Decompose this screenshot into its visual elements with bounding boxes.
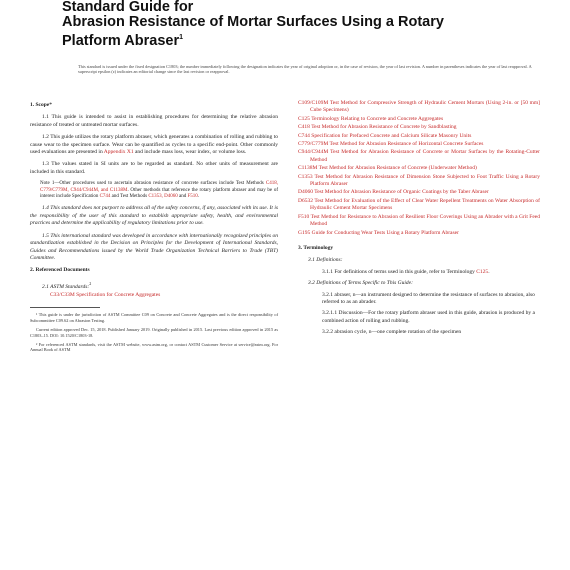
note-1-links-3[interactable]: C1353, D4060: [148, 194, 178, 200]
reference-title[interactable]: Terminology Relating to Concrete and Concrete Aggregates: [309, 115, 444, 122]
para-2-1-footnote-mark: 2: [89, 280, 92, 286]
reference-item: [298, 124, 540, 131]
reference-code[interactable]: D4060: [298, 189, 313, 196]
para-3-2-2: 3.2.2 abrasion cycle, n—one complete rotation of the specimen: [322, 329, 462, 336]
footnote-1: ¹ This guide is under the jurisdiction of ASTM Committee C09 on Concrete and Concrete Aggregates and is the direct responsibility of Subcommittee C09.62 on Abrasion Testing.: [30, 312, 278, 323]
note-1-links-1[interactable]: C418, C779/C779M, C944/C944M, and C1138M: [40, 181, 278, 193]
reference-title[interactable]: Test Method for Abrasion Resistance of Concrete or Mortar Surfaces by the Rotating-Cutter Method: [310, 149, 540, 163]
reference-code[interactable]: C944/C944M: [298, 149, 329, 156]
para-3-1-1: [322, 269, 540, 276]
title-line-2-text: Platform Abraser: [62, 32, 180, 49]
reference-item: [298, 174, 540, 189]
para-3-2: 3.2 Definitions of Terms Specific to This Guide:: [308, 280, 413, 287]
footnote-divider: [30, 307, 100, 308]
appendix-link[interactable]: Appendix X1: [103, 149, 134, 156]
note-1-text-a: Note 1—Other procedures used to ascertain abrasion resistance of concrete surfaces include Test Methods: [40, 181, 266, 187]
reference-title[interactable]: Test Method for Abrasion Resistance of Horizontal Concrete Surfaces: [328, 141, 484, 148]
right-column: [298, 100, 540, 341]
note-1-links-4[interactable]: F510: [187, 194, 198, 200]
reference-code[interactable]: G195: [298, 229, 311, 236]
reference-item: [298, 149, 540, 164]
note-1-links-2[interactable]: C744: [99, 194, 111, 200]
reference-title[interactable]: Test Method for Abrasion Resistance of Organic Coatings by the Taber Abraser: [312, 189, 489, 196]
para-1-4: 1.4 This standard does not purport to address all of the safety concerns, if any, associated with its use. It is the responsibility of the user of this standard to establish appropriate safety, health, and environmental practices and determine the applicability of regulatory limitations prior to use.: [30, 205, 278, 227]
ref-c33: [38, 292, 278, 299]
ref-c33-link[interactable]: C33/C33M: [50, 291, 75, 298]
reference-code[interactable]: C418: [298, 124, 310, 131]
reference-code[interactable]: F510: [298, 213, 310, 220]
left-column: [30, 100, 278, 357]
reference-title[interactable]: Guide for Conducting Wear Tests Using a Rotary Platform Abraser: [310, 229, 459, 236]
title-line-2: [62, 30, 532, 49]
reference-item: [298, 165, 540, 172]
reference-item: [298, 189, 540, 196]
ref-c33-title[interactable]: Specification for Concrete Aggregates: [74, 291, 161, 298]
reference-code[interactable]: C1353: [298, 173, 313, 180]
para-1-2: [30, 134, 278, 156]
para-2-1-text: 2.1 ASTM Standards:: [42, 283, 90, 290]
reference-item: [298, 198, 540, 213]
para-1-5: 1.5 This international standard was developed in accordance with internationally recognized principles on standardization established in the Decision on Principles for the Development of International Standards, Guides and Recommendations issued by the World Trade Organization Technical Barriers to Trade (TBT) Committee.: [30, 232, 278, 261]
reference-code[interactable]: C125: [298, 115, 310, 122]
reference-title[interactable]: Test Method for Evaluation of the Effect of Clear Water Repellent Treatments on Water Absorption of Hydraulic Cement Mortar Specimens: [310, 197, 540, 212]
footnote-1-edition: Current edition approved Dec. 15, 2018. Published January 2019. Originally published in 2015. Last previous edition approved in 2015 as C1803–15. DOI: 10.1520/C1803-18.: [30, 327, 278, 338]
reference-title[interactable]: Test Method for Abrasion Resistance of Concrete by Sandblasting: [309, 124, 457, 131]
para-3-2-1-1: 3.2.1.1 Discussion—For the rotary platform abraser used in this guide, abrasion is produced by a combined action of rolling and rubbing.: [322, 310, 535, 324]
reference-item: [298, 100, 540, 115]
c125-link[interactable]: C125: [476, 268, 489, 275]
reference-code[interactable]: C779/C779M: [298, 141, 329, 148]
para-1-3: 1.3 The values stated in SI units are to be regarded as standard. No other units of measurement are included in this standard.: [30, 161, 278, 175]
reference-item: [298, 133, 540, 140]
reference-code[interactable]: C744: [298, 132, 310, 139]
para-1-2-text-b: and include mass loss, wear index, or volume loss.: [133, 149, 247, 156]
reference-list: [298, 100, 540, 237]
reference-code[interactable]: D6532: [298, 197, 313, 204]
para-2-1: [30, 280, 278, 291]
reference-title[interactable]: Test Method for Abrasion Resistance of Dimension Stone Subjected to Foot Traffic Using a Rotary Platform Abraser: [310, 173, 540, 188]
note-1-text-e: .: [197, 194, 200, 200]
para-1-2-text-a: 1.2 This guide utilizes the rotary platform abraser, which generates a combination of rolling and rubbing to cause wear to the specimen surface. Wear can be quantified as cycles to a specific end-point. Other commonly used evaluations are presented in: [30, 134, 278, 156]
reference-title[interactable]: Specification for Prefaced Concrete and Calcium Silicate Masonry Units: [309, 132, 472, 139]
para-3-1-1-text-a: 3.1.1 For definitions of terms used in this guide, refer to Terminology: [322, 268, 477, 275]
reference-title[interactable]: Test Method for Resistance to Abrasion of Resilient Floor Coverings Using an Abrader with a Grit Feed Method: [309, 213, 540, 228]
note-1: [40, 181, 278, 200]
para-3-1: 3.1 Definitions:: [308, 257, 343, 264]
title-footnote-mark: 1: [179, 34, 184, 41]
para-1-1: 1.1 This guide is intended to assist in establishing procedures for determining the relative abrasion resistance of treated or untreated mortar surfaces.: [30, 114, 278, 128]
scope-heading: 1. Scope*: [30, 102, 52, 108]
reference-item: [298, 141, 540, 148]
designation-line: Standard Guide for: [62, 0, 194, 15]
designation-notice: This standard is issued under the fixed designation C1803; the number immediately following the designation indicates the year of original adoption or, in the case of revision, the year of last revision. A number in parentheses indicates the year of last reapproval. A superscript epsilon (ε) indicates an editorial change since the last revision or reapproval.: [78, 64, 532, 75]
reference-title[interactable]: Test Method for Abrasion Resistance of Concrete (Underwater Method): [317, 165, 477, 172]
para-3-2-1: 3.2.1 abraser, n—an instrument designed to determine the resistance of surfaces to abrasion, also referred to as an abrader.: [322, 291, 535, 305]
footnote-2: ² For referenced ASTM standards, visit the ASTM website, www.astm.org, or contact ASTM Customer Service at service@astm.org. For Annual Book of ASTM: [30, 341, 278, 353]
reference-item: [298, 214, 540, 229]
reference-item: [298, 230, 540, 237]
note-1-text-b: . Other methods that reference the rotary platform abraser and may be of interest include Specification: [40, 187, 279, 200]
para-3-1-1-text-b: .: [488, 268, 490, 275]
reference-code[interactable]: C1138M: [298, 165, 318, 172]
note-1-text-c: and Test Methods: [110, 194, 149, 200]
referenced-docs-heading: 2. Referenced Documents: [30, 267, 90, 274]
reference-code[interactable]: C109/C109M: [298, 100, 329, 106]
reference-title[interactable]: Test Method for Compressive Strength of Hydraulic Cement Mortars (Using 2-in. or [50 mm] Cube Specimens): [310, 100, 540, 114]
terminology-heading: 3. Terminology: [298, 244, 334, 251]
note-1-text-d: and: [177, 194, 188, 200]
title-line-1: Abrasion Resistance of Mortar Surfaces Using a Rotary: [62, 14, 444, 30]
document-header: [62, 0, 532, 49]
reference-item: [298, 116, 540, 123]
